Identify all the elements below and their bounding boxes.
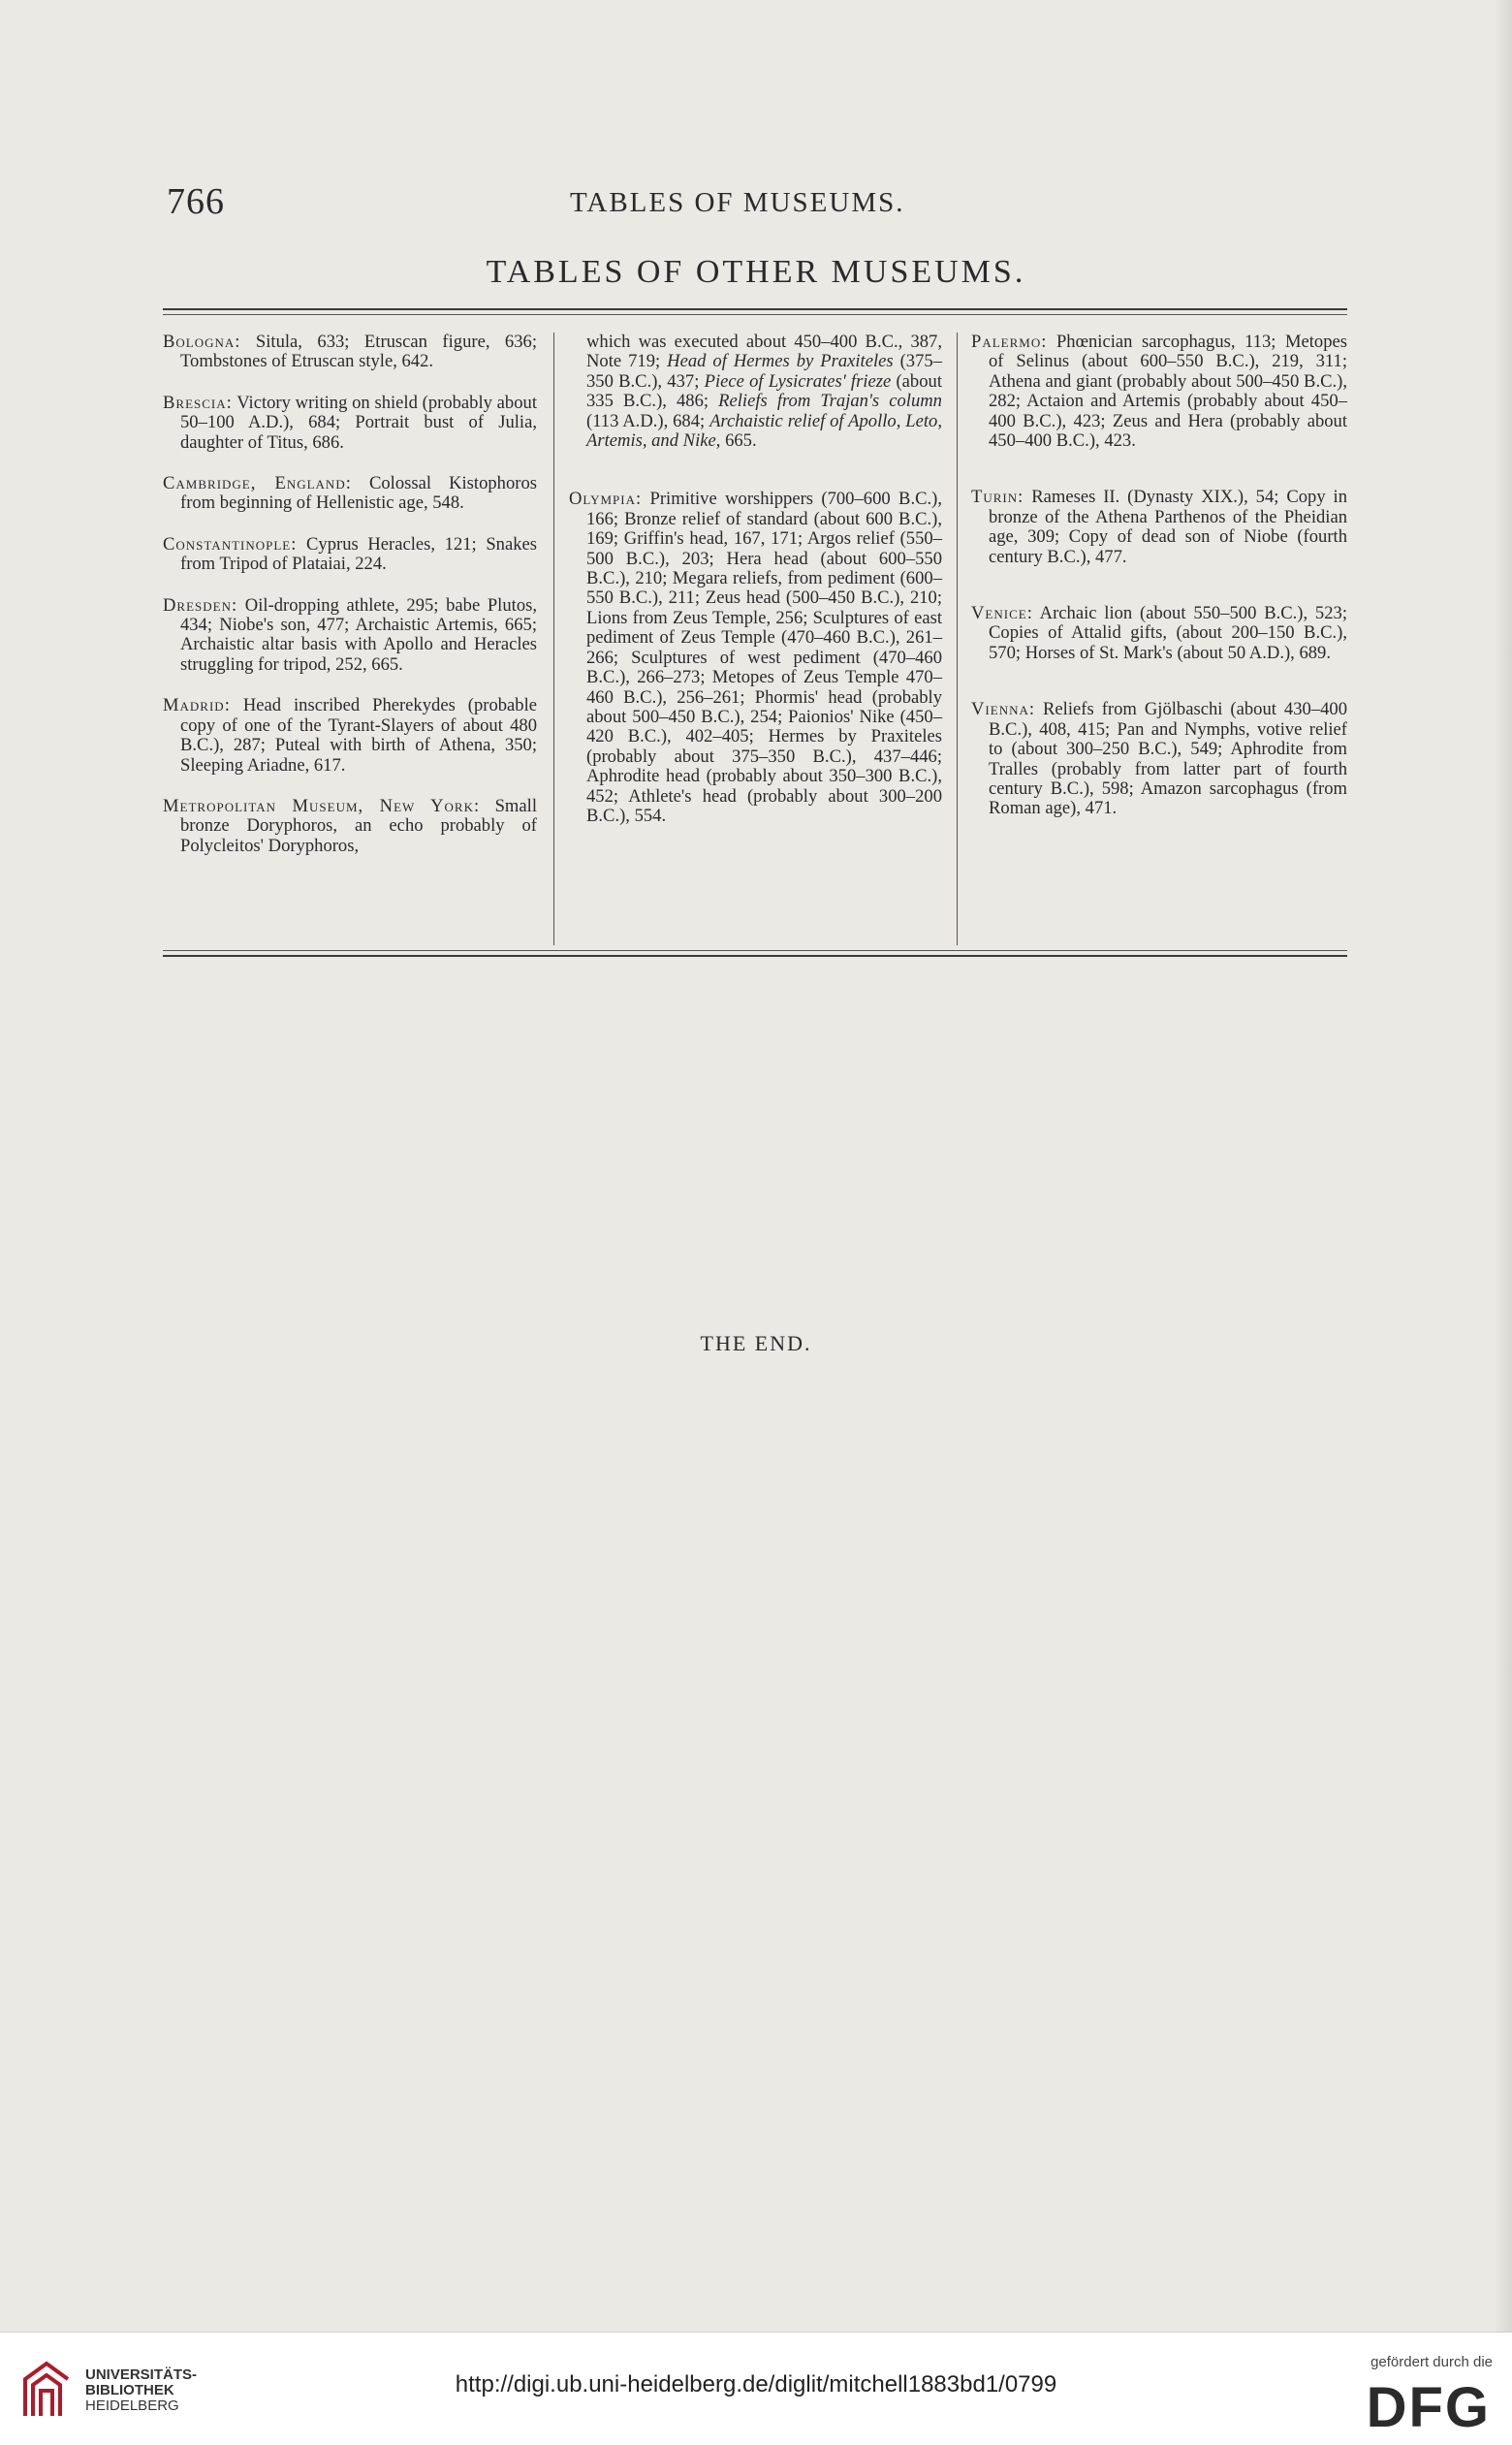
- column-divider-1: [553, 333, 554, 945]
- column-3: [971, 333, 1347, 841]
- the-end-text: THE END.: [700, 1331, 812, 1355]
- museum-entry-olympia: Olympia: Primitive worshippers (700–600 B.C.), 166; Bronze relief of standard (about 600 B.C.), 169; Griffin's head, 167, 171; Argos relief (550–500 B.C.), 203; Hera head (about 600–550 B.C.), 210; Megara reliefs, from pediment (600–550 B.C.), 211; Zeus head (500–450 B.C.), 210; Lions from Zeus Temple, 256; Sculptures of east pediment of Zeus Temple (470–460 B.C.), 261–266; Sculptures of west pediment (470–460 B.C.), 266–273; Metopes of Zeus Temple 470–460 B.C.), 256–261; Phormis' head (probably about 500–450 B.C.), 254; Paionios' Nike (450–420 B.C.), 402–405; Hermes by Praxiteles (probably about 375–350 B.C.), 437–446; Aphrodite head (probably about 350–300 B.C.), 452; Athlete's head (probably about 300–200 B.C.), 554.: [569, 489, 942, 826]
- museum-entry-bologna: Bologna: Situla, 633; Etruscan figure, 636; Tombstones of Etruscan style, 642.: [163, 332, 537, 372]
- bottom-rule: [163, 955, 1347, 957]
- page-edge-shadow: [1495, 0, 1512, 2332]
- dfg-logo[interactable]: DFG: [1366, 2376, 1491, 2439]
- library-name[interactable]: UNIVERSITÄTS- BIBLIOTHEK HEIDELBERG: [85, 2366, 198, 2414]
- museum-entry-venice: Venice: Archaic lion (about 550–500 B.C.), 523; Copies of Attalid gifts, (about 200–150 B.C.), 570; Horses of St. Mark's (about 50 A.D.), 689.: [971, 603, 1347, 663]
- top-rule-thin: [163, 314, 1347, 315]
- running-head: TABLES OF MUSEUMS.: [570, 187, 905, 218]
- bottom-rule-thin: [163, 950, 1347, 951]
- museum-entry-palermo: Palermo: Phœnician sarcophagus, 113; Metopes of Selinus (about 600–550 B.C.), 219, 311; Athena and giant (probably about 500–450 B.C.), 282; Actaion and Artemis (probably about 450–400 B.C.), 423; Zeus and Hera (probably about 450–400 B.C.), 423.: [971, 332, 1347, 452]
- museum-entry-cambridge: Cambridge, England: Colossal Kistophoros from beginning of Hellenistic age, 548.: [163, 473, 537, 514]
- metropolitan-continuation: which was executed about 450–400 B.C., 387, Note 719; Head of Hermes by Praxiteles (375–350 B.C.), 437; Piece of Lysicrates' frieze (about 335 B.C.), 486; Reliefs from Trajan's column (113 A.D.), 684; Archaistic relief of Apollo, Leto, Artemis, and Nike, 665.: [586, 332, 942, 452]
- column-1: [163, 333, 537, 877]
- museum-entry-vienna: Vienna: Reliefs from Gjölbaschi (about 430–400 B.C.), 408, 415; Pan and Nymphs, votive relief to (about 300–250 B.C.), 549; Aphrodite from Tralles (probably from latter part of fourth century B.C.), 598; Amazon sarcophagus (from Roman age), 471.: [971, 699, 1347, 819]
- column-2: [569, 333, 942, 847]
- section-title: TABLES OF OTHER MUSEUMS.: [486, 254, 1026, 290]
- page-number: 766: [167, 181, 225, 222]
- museum-entry-constantinople: Constantinople: Cyprus Heracles, 121; Snakes from Tripod of Plataiai, 224.: [163, 533, 537, 575]
- museum-entry-madrid: Madrid: Head inscribed Pherekydes (probable copy of one of the Tyrant-Slayers of about 480 B.C.), 287; Puteal with birth of Athena, 350; Sleeping Ariadne, 617.: [163, 695, 537, 776]
- museum-entry-metropolitan: Metropolitan Museum, New York: Small bronze Doryphoros, an echo probably of Polycleitos' Doryphoros,: [163, 795, 537, 856]
- column-divider-2: [957, 333, 958, 945]
- source-url-link[interactable]: http://digi.ub.uni-heidelberg.de/diglit/mitchell1883bd1/0799: [455, 2371, 1057, 2397]
- museum-entry-dresden: Dresden: Oil-dropping athlete, 295; babe Plutos, 434; Niobe's son, 477; Archaistic Artemis, 665; Archaistic altar basis with Apollo and Heracles struggling for tripod, 252, 665.: [163, 594, 537, 675]
- museum-entry-turin: Turin: Rameses II. (Dynasty XIX.), 54; Copy in bronze of the Athena Parthenos of the Pheidian age, 309; Copy of dead son of Niobe (fourth century B.C.), 477.: [971, 487, 1347, 567]
- museum-entry-brescia: Brescia: Victory writing on shield (probably about 50–100 A.D.), 684; Portrait bust of Julia, daughter of Titus, 686.: [163, 392, 537, 453]
- funded-by-text: gefördert durch die: [1370, 2354, 1493, 2370]
- digitization-footer: [0, 2332, 1512, 2445]
- top-rule: [163, 308, 1347, 310]
